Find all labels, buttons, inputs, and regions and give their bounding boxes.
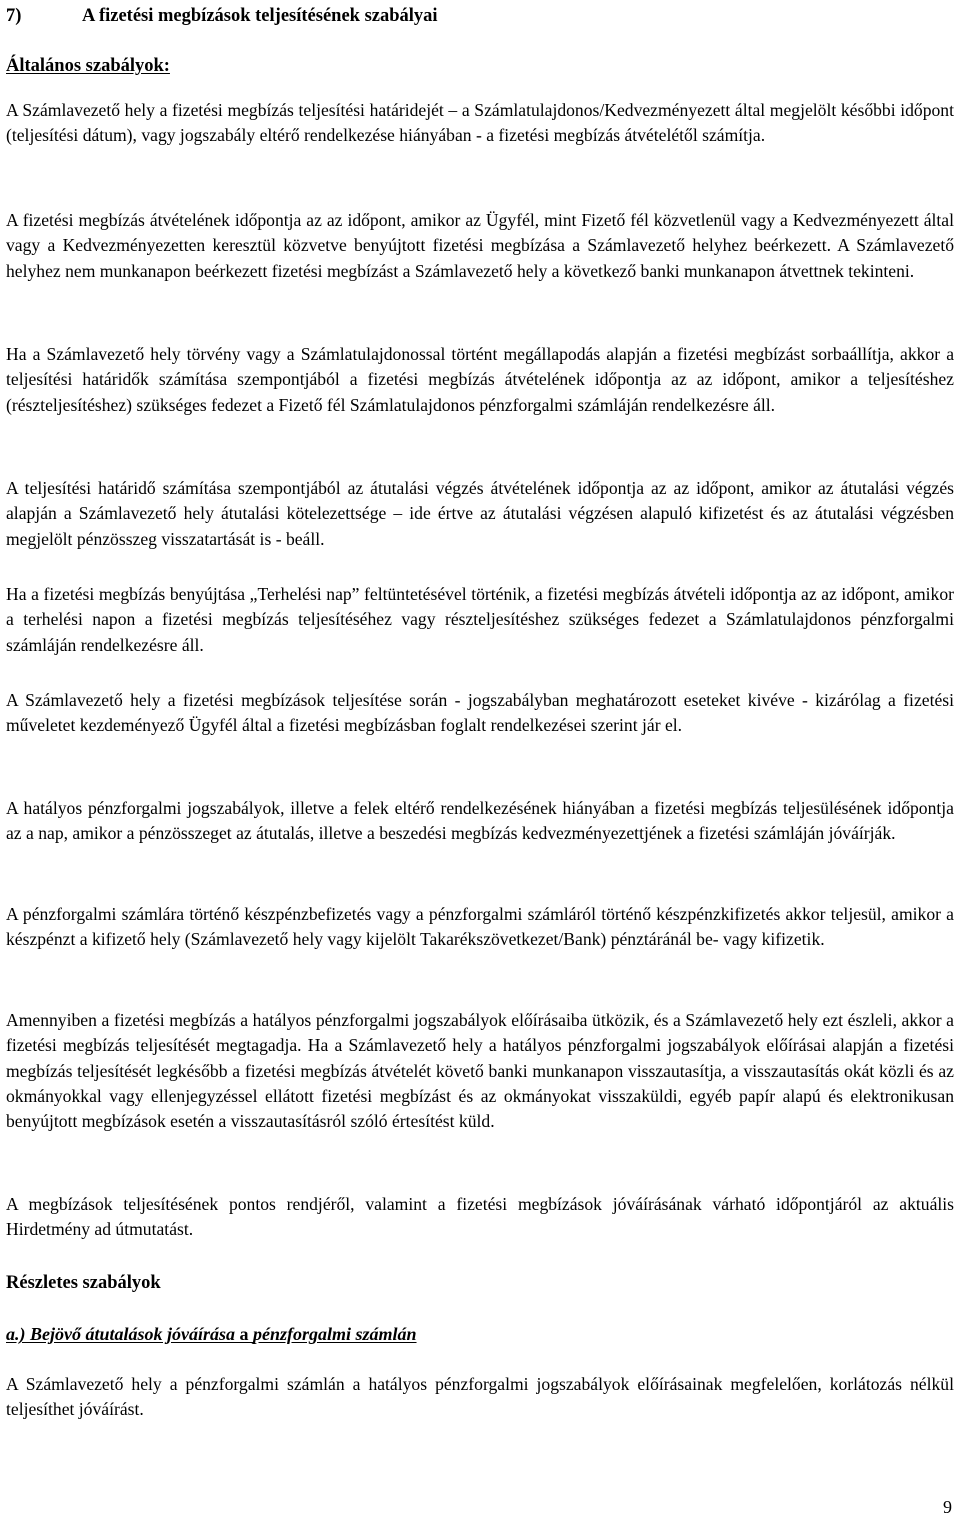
section-title: A fizetési megbízások teljesítésének szabályai	[82, 6, 438, 26]
paragraph: A megbízások teljesítésének pontos rendjéről, valamint a fizetési megbízások jóváírásának várható időpontjáról az aktuális Hirdetmény ad útmutatást.	[6, 1194, 954, 1240]
subsection-label-part1: a.) Bejövő átutalások jóváírása	[6, 1324, 235, 1344]
general-rules-heading: Általános szabályok:	[6, 56, 170, 76]
detailed-rules-heading: Részletes szabályok	[6, 1273, 161, 1293]
page-number: 9	[943, 1497, 952, 1517]
section-heading	[6, 4, 438, 28]
paragraph: Amennyiben a fizetési megbízás a hatályos pénzforgalmi jogszabályok előírásaiba ütközik, és a Számlavezető hely ezt észleli, akkor a fizetési megbízás teljesítését megtagadja. Ha a Számlavezető hely a hatályos pénzforgalmi jogszabályok előírásai alapján a fizetési megbízás teljesítését legkésőbb a fizetési megbízás átvételét követő banki munkanapon visszautasítja, a visszautasítás okát közli és az okmányokkal vagy ellenjegyzéssel ellátott fizetési megbízást és az okmányokat visszaküldi, egyéb papír alapú és elektronikusan benyújtott megbízások esetén a visszautasításról szóló értesítést küld.	[6, 1010, 954, 1132]
paragraph: A Számlavezető hely a fizetési megbízások teljesítése során - jogszabályban meghatározott eseteket kivéve - kizárólag a fizetési műveletet kezdeményező Ügyfél által a fizetési megbízásban foglalt rendelkezései szerint jár el.	[6, 690, 954, 736]
paragraph: A hatályos pénzforgalmi jogszabályok, illetve a felek eltérő rendelkezésének hiányában a fizetési megbízás teljesülésének időpontja az a nap, amikor a pénzösszeget az átutalás, illetve a beszedési megbízás kedvezményezettjének a fizetési számláján jóváírják.	[6, 798, 954, 844]
paragraph: A Számlavezető hely a fizetési megbízás teljesítési határidejét ‒ a Számlatulajdonos/Kedvezményezett által megjelölt későbbi időpont (teljesítési dátum), vagy jogszabály eltérő rendelkezése hiányában - a fizetési megbízás átvételétől számítja.	[6, 100, 954, 146]
paragraph: A fizetési megbízás átvételének időpontja az az időpont, amikor az Ügyfél, mint Fizető fél közvetlenül vagy a Kedvezményezett által vagy a Kedvezményezetten keresztül közvetve benyújtott fizetési megbízása a Számlavezető helyhez beérkezett. A Számlavezető helyhez nem munkanapon beérkezett fizetési megbízást a Számlavezető hely a következő banki munkanapon átvettnek tekinteni.	[6, 210, 954, 281]
paragraph: A Számlavezető hely a pénzforgalmi számlán a hatályos pénzforgalmi jogszabályok előírásainak megfelelően, korlátozás nélkül teljesíthet jóváírást.	[6, 1374, 954, 1420]
subsection-label-joiner: a	[235, 1324, 253, 1344]
paragraph: A pénzforgalmi számlára történő készpénzbefizetés vagy a pénzforgalmi számláról történő készpénzkifizetés akkor teljesül, amikor a készpénzt a kifizető hely (Számlavezető hely vagy kijelölt Takarékszövetkezet/Bank) pénztáránál be- vagy kifizetik.	[6, 904, 954, 950]
paragraph: Ha a fizetési megbízás benyújtása „Terhelési nap” feltüntetésével történik, a fizetési megbízás átvételi időpontja az az időpont, amikor a terhelési napon a fizetési megbízás teljesítéséhez vagy részteljesítéshez szükséges fedezet a Számlatulajdonos pénzforgalmi számláján rendelkezésre áll.	[6, 584, 954, 655]
subsection-label-part2: pénzforgalmi számlán	[253, 1324, 417, 1344]
paragraph: Ha a Számlavezető hely törvény vagy a Számlatulajdonossal történt megállapodás alapján a fizetési megbízást sorbaállítja, akkor a teljesítési határidők számítása szempontjából a fizetési megbízás átvételének időpontja az az időpont, amikor a teljesítéshez (részteljesítéshez) szükséges fedezet a Fizető fél Számlatulajdonos pénzforgalmi számláján rendelkezésre áll.	[6, 344, 954, 415]
subsection-heading	[6, 1322, 417, 1346]
section-number: 7)	[6, 6, 22, 26]
paragraph: A teljesítési határidő számítása szempontjából az átutalási végzés átvételének időpontja az az időpont, amikor az átutalási végzés alapján a Számlavezető hely átutalási kötelezettsége ‒ ide értve az átutalási végzésen alapuló kifizetést és az átutalási végzésben megjelölt pénzösszeg visszatartását is - beáll.	[6, 478, 954, 549]
